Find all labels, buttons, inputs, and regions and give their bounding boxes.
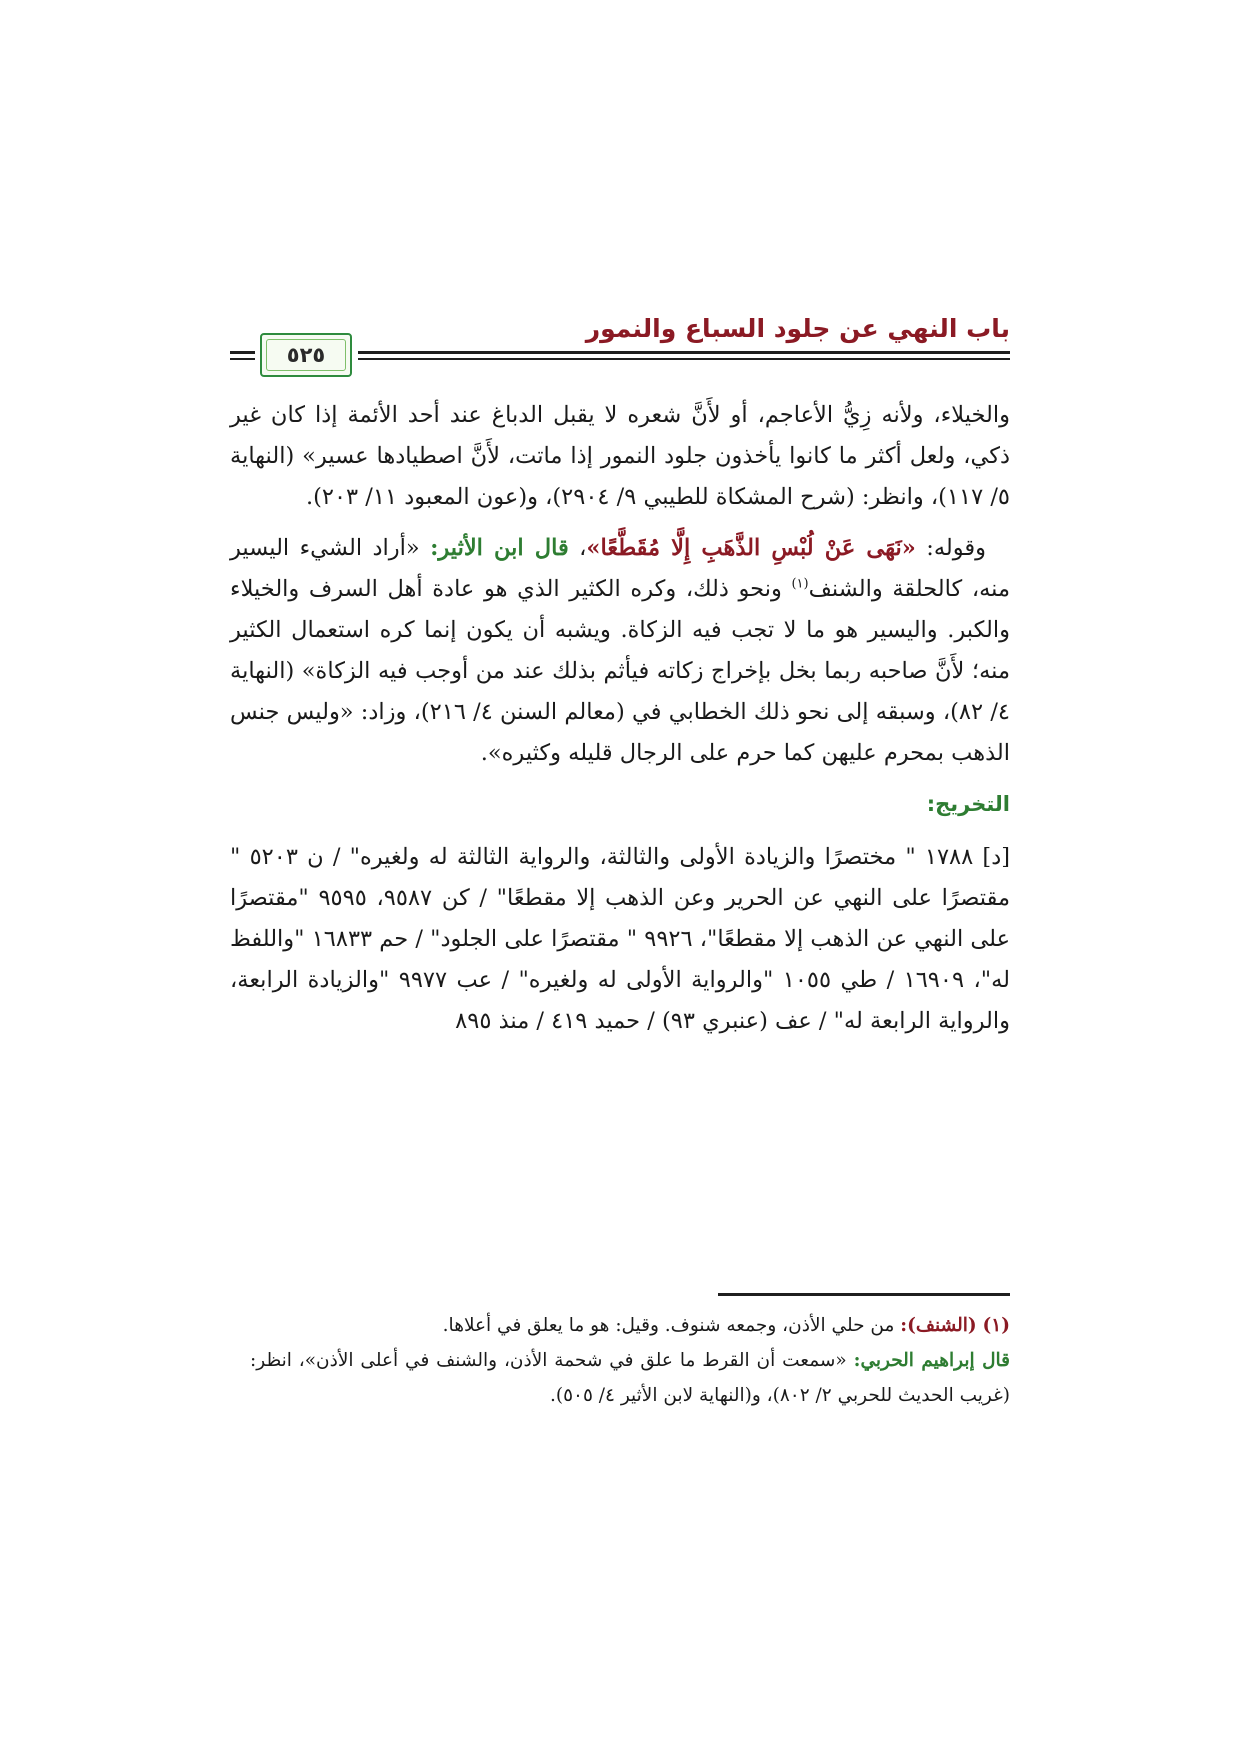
footnote-term: (الشنف):	[900, 1315, 977, 1336]
footnote-1-continued	[250, 1343, 1010, 1413]
page-header	[230, 314, 1010, 378]
header-rule-right	[358, 351, 1010, 363]
scholar-name-ibn-athir: قال ابن الأثير:	[430, 535, 569, 561]
footnote-number: (١)	[982, 1315, 1010, 1336]
chapter-title: باب النهي عن جلود السباع والنمور	[585, 314, 1010, 343]
separator: ،	[568, 535, 587, 561]
footnote-quote: «سمعت أن القرط ما علق في شحمة الأذن، والشنف في أعلى الأذن»، انظر: (غريب الحديث للحربي ٢/ ٨٠٢)، و(النهاية لابن الأثير ٤/ ٥٠٥).	[250, 1350, 1010, 1406]
main-text	[230, 395, 1010, 1042]
footnote-text: من حلي الأذن، وجمعه شنوف. وقيل: هو ما يعلق في أعلاها.	[442, 1315, 901, 1336]
section-heading-takhrij: التخريج:	[926, 792, 1010, 816]
page-number: ٥٢٥	[286, 343, 326, 367]
paragraph-gold-hadith	[230, 528, 1010, 774]
footnote-divider	[718, 1293, 1010, 1296]
header-rule-left	[230, 351, 255, 363]
footnotes	[250, 1308, 1010, 1413]
footnote-1	[250, 1308, 1010, 1343]
paragraph-commentary-end: والخيلاء، ولأنه زِيُّ الأعاجم، أو لأَنَّ شعره لا يقبل الدباغ عند أحد الأئمة إذا كان غير ذكي، ولعل أكثر ما كانوا يأخذون جلود النمور إذا ماتت، لأَنَّ اصطيادها عسير» (النهاية ٥/ ١١٧)، وانظر: (شرح المشكاة للطيبي ٩/ ٢٩٠٤)، و(عون المعبود ١١/ ٢٠٣).	[230, 402, 1010, 510]
paragraph-takhrij: [د] ١٧٨٨ " مختصرًا والزيادة الأولى والثالثة، والرواية الثالثة له ولغيره" / ن ٥٢٠٣ " مقتصرًا على النهي عن الحرير وعن الذهب إلا مقطعًا" / كن ٩٥٨٧، ٩٥٩٥ "مقتصرًا على النهي عن الذهب إلا مقطعًا"، ٩٩٢٦ " مقتصرًا على الجلود" / حم ١٦٨٣٣ "واللفظ له"، ١٦٩٠٩ / طي ١٠٥٥ "والرواية الأولى له ولغيره" / عب ٩٩٧٧ "والزيادة الرابعة، والرواية الرابعة له" / عف (عنبري ٩٣) / حميد ٤١٩ / منذ ٨٩٥	[230, 844, 1011, 1034]
quote-text-part2: ونحو ذلك، وكره الكثير الذي هو عادة أهل السرف والخيلاء والكبر. واليسير هو ما لا تجب فيه الزكاة. ويشبه أن يكون إنما كره استعمال الكثير منه؛ لأَنَّ صاحبه ربما بخل بإخراج زكاته فيأثم بذلك عند من أوجب فيه الزكاة» (النهاية ٤/ ٨٢)، وسبقه إلى نحو ذلك الخطابي في (معالم السنن ٤/ ٢١٦)، وزاد: «وليس جنس الذهب بمحرم عليهن كما حرم على الرجال قليله وكثيره».	[230, 576, 1010, 766]
page-number-badge	[260, 333, 352, 377]
intro-text: وقوله:	[915, 535, 987, 561]
footnote-ref-1[interactable]: (١)	[791, 576, 809, 592]
scholar-name-harbi: قال إبراهيم الحربي:	[853, 1350, 1010, 1371]
quote-text-part1: «أراد الشيء اليسير منه، كالحلقة والشنف	[230, 535, 1011, 602]
hadith-quote: «نَهَى عَنْ لُبْسِ الذَّهَبِ إِلَّا مُقَطَّعًا»	[586, 535, 916, 561]
